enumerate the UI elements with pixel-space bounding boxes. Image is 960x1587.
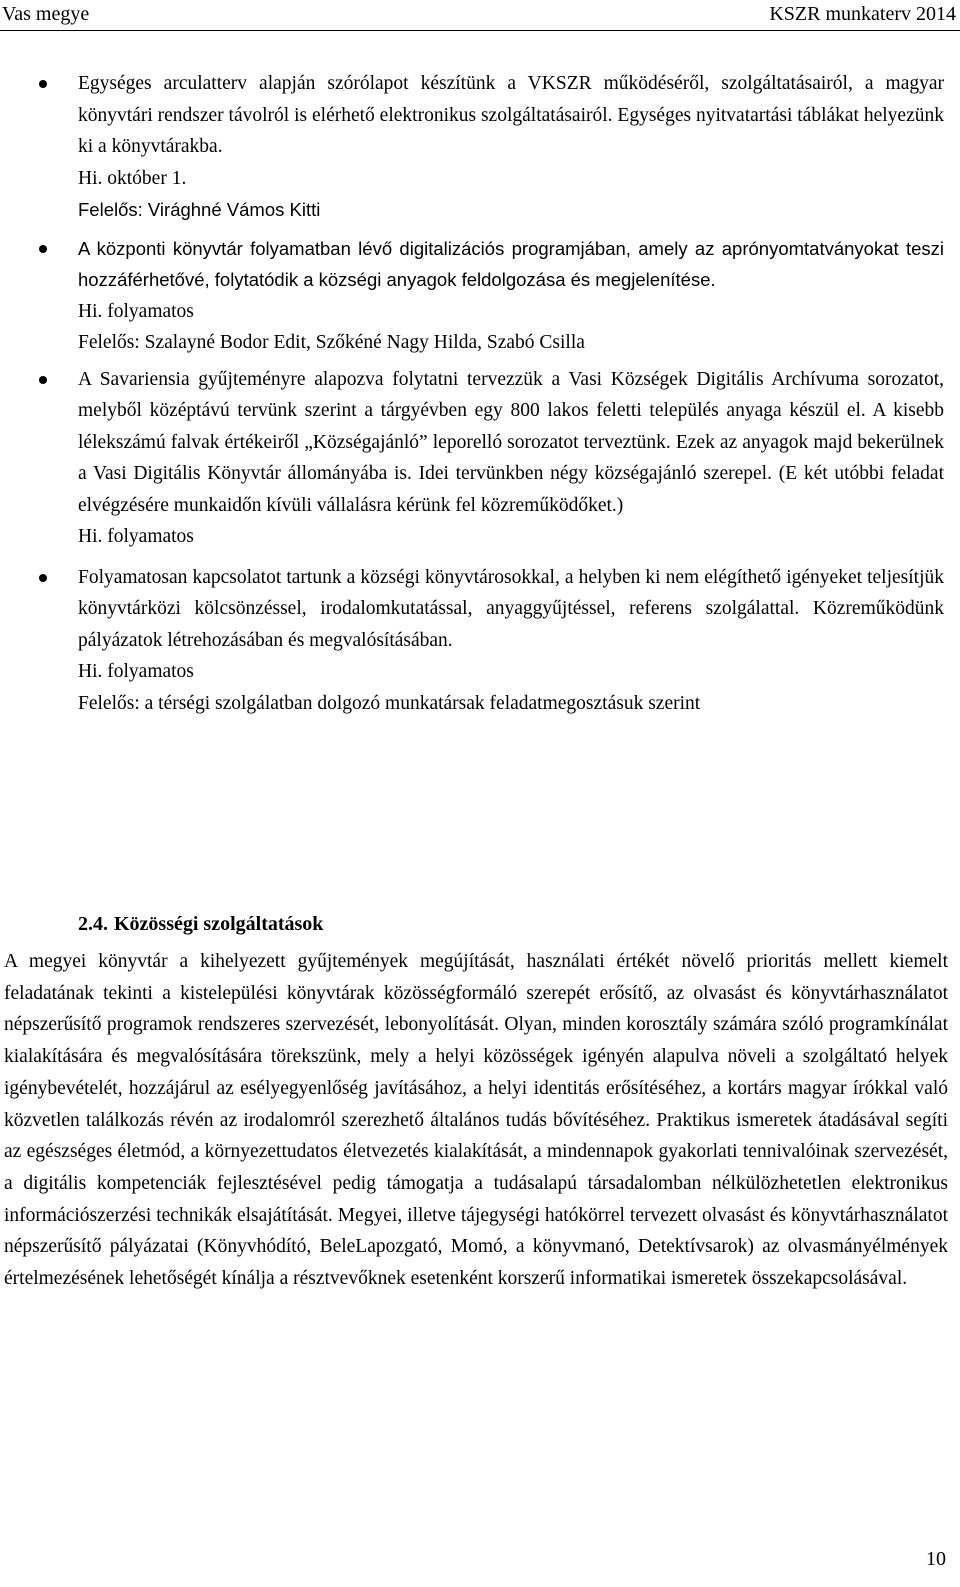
list-item <box>0 562 960 720</box>
list-item-responsible: Felelős: Virághné Vámos Kitti <box>78 199 321 220</box>
list-item-responsible: Felelős: Szalayné Bodor Edit, Szőkéné Nagy Hilda, Szabó Csilla <box>78 332 585 353</box>
list-item-text: A központi könyvtár folyamatban lévő digitalizációs programjában, amely az aprónyomtatványokat teszi hozzáférhetővé, folytatódik a községi anyagok feldolgozása és megjelenítése. <box>78 237 944 290</box>
page-number: 10 <box>926 1548 946 1570</box>
header-county: Vas megye <box>2 3 90 25</box>
section-title: Közösségi szolgáltatások <box>114 913 324 935</box>
list-item-deadline: Hi. folyamatos <box>78 526 194 547</box>
list-item <box>0 233 960 359</box>
bullet-icon <box>39 245 47 253</box>
body-paragraph: A megyei könyvtár a kihelyezett gyűjtemények megújítását, használati értékét növelő prioritás mellett kiemelt feladatának tekinti a kistelepülési könyvtárak közösségformáló szerepét erősítő, az olvasást és könyvtárhasználatot népszerűsítő programok rendszeres szervezését, lebonyolítását. Olyan, minden korosztály számára szóló programkínálat kialakítására és megvalósítására törekszünk, mely a helyi közösségek igényén alapulva növeli a szolgáltató helyek igénybevételét, hozzájárul az esélyegyenlőség javításához, a helyi identitás erősítéséhez, a kortárs magyar írókkal való közvetlen találkozás révén az irodalomról szerezhető általános tudás bővítéséhez. Praktikus ismeretek átadásával segíti az egészséges életmód, a környezettudatos életvezetés kialakítását, a mindennapok gyakorlati tennivalóinak szervezését, a digitális kompetenciák fejlesztésével pedig támogatja a tudásalapú társadalomban nélkülözhetetlen elektronikus információszerzési technikák elsajátítását. Megyei, illetve tájegységi hatókörrel tervezett olvasást és könyvtárhasználatot népszerűsítő pályázatai (Könyvhódító, BeleLapozgató, Momó, a könyvmanó, Detektívsarok) az olvasmányélmények értelmezésének lehetőségét kínálja a résztvevőknek esetenként korszerű informatikai ismeretek összekapcsolásával. <box>4 951 948 1290</box>
page-header <box>0 0 960 31</box>
bullet-icon <box>39 80 47 88</box>
list-item-deadline: Hi. folyamatos <box>78 300 194 322</box>
list-item-deadline: Hi. október 1. <box>78 167 187 189</box>
task-list <box>0 68 960 719</box>
header-document-title: KSZR munkaterv 2014 <box>769 3 956 25</box>
section-heading <box>78 913 323 936</box>
bullet-icon <box>39 574 47 582</box>
bullet-icon <box>39 376 47 384</box>
section-number: 2.4. <box>78 913 108 935</box>
list-item <box>0 68 960 226</box>
list-item-text: Folyamatosan kapcsolatot tartunk a községi könyvtárosokkal, a helyben ki nem elégíthető igényeket teljesítjük könyvtárközi kölcsönzéssel, irodalomkutatással, anyaggyűjtéssel, referens szolgálattal. Közreműködünk pályázatok létrehozásában és megvalósításában. <box>78 566 944 651</box>
list-item-text: A Savariensia gyűjteményre alapozva folytatni tervezzük a Vasi Községek Digitális Archívuma sorozatot, melyből középtávú tervünk szerint a tárgyévben egy 800 lakos feletti település anyaga készül el. A kisebb lélekszámú falvak értékeiről „Községajánló” leporelló sorozatot terveztünk. Ezek az anyagok majd bekerülnek a Vasi Digitális Könyvtár állományába is. Idei tervünkben négy községajánló szerepel. (E két utóbbi feladat elvégzésére munkaidőn kívüli vállalásra kérünk fel közreműködőket.) <box>78 368 944 516</box>
list-item-text: Egységes arculatterv alapján szórólapot készítünk a VKSZR működéséről, szolgáltatásairól, a magyar könyvtári rendszer távolról is elérhető elektronikus szolgáltatásairól. Egységes nyitvatartási táblákat helyezünk ki a könyvtárakba. <box>78 73 944 157</box>
list-item <box>0 364 960 553</box>
list-item-responsible: Felelős: a térségi szolgálatban dolgozó munkatársak feladatmegosztásuk szerint <box>78 692 701 714</box>
list-item-deadline: Hi. folyamatos <box>78 661 194 682</box>
